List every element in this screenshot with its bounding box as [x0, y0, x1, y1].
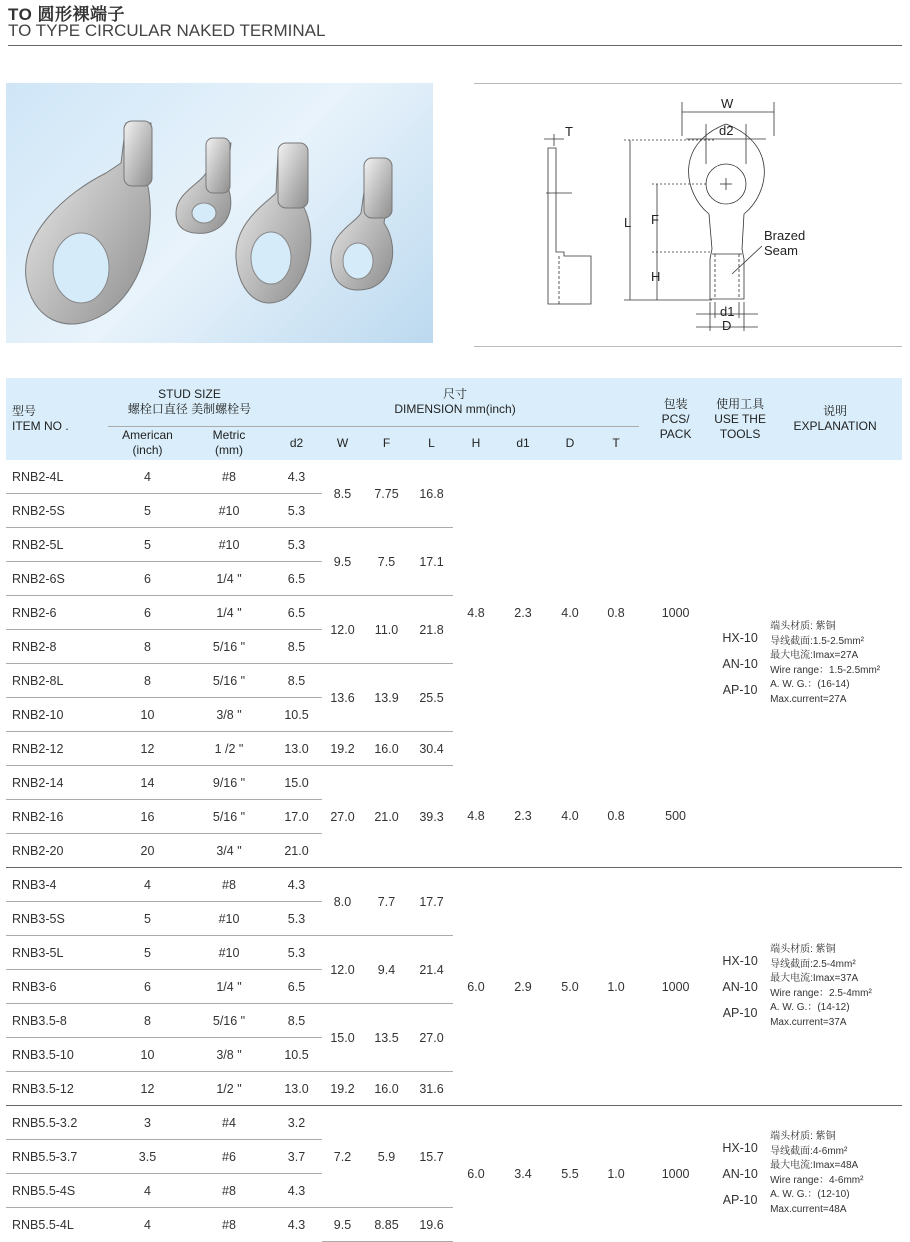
cell-american: 5: [108, 528, 187, 562]
tool-code: HX-10: [722, 630, 758, 645]
cell-item: RNB2-10: [6, 698, 108, 732]
cell-metric: #10: [187, 528, 271, 562]
cell-american: 6: [108, 596, 187, 630]
cell-l: 25.5: [410, 664, 453, 732]
cell-item: RNB3-5L: [6, 936, 108, 970]
cell-metric: #8: [187, 1174, 271, 1208]
cell-w: 15.0: [322, 1004, 363, 1072]
hdr-f: F: [363, 426, 410, 460]
cell-metric: 1/4 ": [187, 970, 271, 1004]
cell-item: RNB3.5-12: [6, 1072, 108, 1106]
cell-f: 7.5: [363, 528, 410, 596]
cell-l: 30.4: [410, 732, 453, 766]
cell-l: 27.0: [410, 1004, 453, 1072]
cell-american: 12: [108, 732, 187, 766]
explanation-line: Wire range：2.5-4mm²: [770, 987, 872, 999]
cell-metric: #4: [187, 1106, 271, 1140]
cell-metric: 3/4 ": [187, 834, 271, 868]
cell-item: RNB3-6: [6, 970, 108, 1004]
cell-item: RNB3.5-10: [6, 1038, 108, 1072]
table-row: [6, 1106, 902, 1140]
hdr-stud-cn: 螺栓口直径 美制螺栓号: [127, 401, 252, 416]
cell-d2: 3.7: [271, 1140, 322, 1174]
cell-w: 9.5: [322, 528, 363, 596]
hdr-dim-en: DIMENSION mm(inch): [394, 401, 516, 416]
cell-metric: #6: [187, 1140, 271, 1174]
tool-code: AP-10: [722, 1005, 758, 1020]
hdr-d2: d2: [271, 426, 322, 460]
cell-d2: 8.5: [271, 630, 322, 664]
cell-d2: 4.3: [271, 1174, 322, 1208]
cell-american: 16: [108, 800, 187, 834]
cell-pack: 1000: [661, 605, 690, 620]
cell-l: 21.4: [410, 936, 453, 1004]
explanation-line: A. W. G.：(12-10): [770, 1189, 850, 1201]
cell-f: 7.75: [363, 460, 410, 528]
cell-item: RNB2-5S: [6, 494, 108, 528]
tool-code: AP-10: [722, 682, 758, 697]
cell-item: RNB2-20: [6, 834, 108, 868]
cell-american: 4: [108, 1174, 187, 1208]
cell-h: 4.8: [453, 766, 499, 868]
explanation-line: 最大电流:Imax=27A: [770, 650, 859, 661]
cell-d2: 5.3: [271, 936, 322, 970]
explanation-line: 导线截面:4-6mm²: [770, 1145, 848, 1157]
cell-metric: #10: [187, 902, 271, 936]
cell-tools: [712, 868, 768, 1106]
table-row: [6, 868, 902, 902]
cell-w: 19.2: [322, 1072, 363, 1106]
cell-t: 1.0: [607, 1166, 625, 1181]
spec-table: [6, 378, 902, 1242]
cell-f: 13.9: [363, 664, 410, 732]
cell-item: RNB5.5-3.2: [6, 1106, 108, 1140]
tool-code: AN-10: [722, 979, 758, 994]
hdr-w: W: [322, 426, 363, 460]
cell-item: RNB2-8L: [6, 664, 108, 698]
cell-pack: 1000: [639, 868, 712, 1106]
cell-d2: 5.3: [271, 494, 322, 528]
cell-w: 12.0: [322, 596, 363, 664]
cell-d2: 5.3: [271, 902, 322, 936]
hdr-tools-cn: 使用工具: [716, 396, 765, 411]
cell-d2: 4.3: [287, 1217, 306, 1232]
explanation-line: Max.current=48A: [770, 1203, 847, 1215]
cell-d2: 8.5: [271, 664, 322, 698]
cell-item: RNB2-16: [6, 800, 108, 834]
cell-d2: 10.5: [271, 698, 322, 732]
cell-item: RNB3-5S: [6, 902, 108, 936]
cell-american: 5: [108, 494, 187, 528]
cell-d2: 4.3: [271, 460, 322, 494]
hdr-american-unit: (inch): [132, 443, 163, 458]
cell-american: 6: [108, 970, 187, 1004]
cell-metric: #8: [222, 1217, 236, 1232]
hdr-h: H: [453, 426, 499, 460]
cell-t: 1.0: [593, 868, 639, 1106]
cell-d2: 6.5: [271, 970, 322, 1004]
hdr-tools-en2: TOOLS: [719, 426, 761, 441]
cell-f: 9.4: [363, 936, 410, 1004]
cell-american: 14: [108, 766, 187, 800]
cell-tools: [712, 1106, 768, 1242]
cell-metric: #8: [187, 460, 271, 494]
explanation-line: 端头材质: 紫铜: [770, 621, 836, 632]
terminal-large-2: [236, 143, 311, 303]
cell-pack: 1000: [661, 1166, 690, 1181]
hdr-pack-cn: 包装: [663, 396, 688, 411]
explanation-line: 导线截面:2.5-4mm²: [770, 958, 856, 970]
cell-f: 16.0: [363, 732, 410, 766]
cell-d1: 2.3: [514, 605, 532, 620]
label-w: W: [721, 96, 734, 111]
cell-metric: 1 /2 ": [187, 732, 271, 766]
cell-metric: 3/8 ": [187, 1038, 271, 1072]
cell-f: 11.0: [363, 596, 410, 664]
cell-item: RNB3-4: [6, 868, 108, 902]
cell-item: RNB2-6S: [6, 562, 108, 596]
label-l: L: [624, 215, 632, 230]
hdr-dim-cn: 尺寸: [443, 386, 468, 401]
cell-american: 8: [108, 630, 187, 664]
cell-w: 19.2: [322, 732, 363, 766]
cell-d2: 17.0: [271, 800, 322, 834]
cell-item: RNB5.5-3.7: [6, 1140, 108, 1174]
cell-w: 8.5: [322, 460, 363, 528]
hdr-pack-en2: PACK: [659, 426, 692, 441]
cell-american: 10: [108, 698, 187, 732]
cell-american: 10: [108, 1038, 187, 1072]
cell-d1: 2.3: [499, 766, 547, 868]
cell-explanation: [768, 460, 902, 868]
cell-d: 4.0: [561, 605, 579, 620]
cell-w: 9.5: [322, 1208, 363, 1242]
hdr-metric: Metric: [212, 428, 246, 443]
cell-d1: 3.4: [514, 1166, 532, 1181]
cell-d2: 13.0: [271, 732, 322, 766]
cell-l: 15.7: [410, 1106, 453, 1208]
cell-american: 4: [144, 1217, 151, 1232]
hdr-item-cn: 型号: [12, 404, 37, 418]
cell-tools: [712, 460, 768, 868]
cell-h: 6.0: [467, 1166, 485, 1181]
hdr-d1: d1: [499, 426, 547, 460]
tool-code: AN-10: [722, 1166, 758, 1181]
cell-item: RNB2-12: [6, 732, 108, 766]
explanation-line: A. W. G.：(16-14): [770, 679, 850, 690]
cell-item: RNB2-14: [6, 766, 108, 800]
page-title-cn: TO 圆形裸端子: [8, 5, 126, 24]
hdr-item-en: ITEM NO .: [12, 419, 69, 433]
cell-metric: #10: [187, 936, 271, 970]
hdr-american: American: [122, 428, 173, 443]
cell-w: 8.0: [322, 868, 363, 936]
hdr-expl-en: EXPLANATION: [793, 419, 877, 433]
cell-d2: 21.0: [271, 834, 322, 868]
cell-d2: 5.3: [271, 528, 322, 562]
cell-d: 4.0: [547, 766, 593, 868]
cell-l: 17.1: [410, 528, 453, 596]
cell-l: 31.6: [410, 1072, 453, 1106]
cell-explanation: [768, 868, 902, 1106]
hdr-metric-unit: (mm): [215, 443, 243, 458]
cell-american: 8: [108, 1004, 187, 1038]
cell-metric: 5/16 ": [187, 664, 271, 698]
cell-item: RNB2-6: [6, 596, 108, 630]
label-f: F: [651, 212, 659, 227]
cell-t: 0.8: [607, 605, 625, 620]
cell-h: 4.8: [467, 605, 485, 620]
cell-f: 21.0: [363, 766, 410, 868]
cell-w: 27.0: [322, 766, 363, 868]
cell-american: 20: [108, 834, 187, 868]
table-row: [6, 460, 902, 494]
explanation-line: 导线截面:1.5-2.5mm²: [770, 635, 864, 647]
cell-american: 5: [108, 936, 187, 970]
label-t: T: [565, 124, 573, 139]
explanation-line: Max.current=27A: [770, 693, 847, 705]
hdr-l: L: [410, 426, 453, 460]
hdr-pack-en1: PCS/: [661, 411, 690, 426]
cell-f: 13.5: [363, 1004, 410, 1072]
cell-f: 16.0: [363, 1072, 410, 1106]
cell-american: 8: [108, 664, 187, 698]
cell-d1: 2.9: [499, 868, 547, 1106]
cell-metric: 1/4 ": [187, 562, 271, 596]
label-d2: d2: [719, 123, 734, 138]
cell-american: 12: [108, 1072, 187, 1106]
cell-american: 4: [108, 460, 187, 494]
cell-d2: 15.0: [271, 766, 322, 800]
cell-d2: 10.5: [271, 1038, 322, 1072]
terminal-small-1: [176, 138, 231, 233]
cell-metric: #8: [187, 868, 271, 902]
cell-item: RNB5.5-4S: [6, 1174, 108, 1208]
cell-l: 16.8: [410, 460, 453, 528]
page-title-en: TO TYPE CIRCULAR NAKED TERMINAL: [8, 21, 326, 40]
cell-metric: 1/4 ": [187, 596, 271, 630]
cell-american: 3.5: [108, 1140, 187, 1174]
explanation-line: 端头材质: 紫铜: [770, 944, 836, 955]
cell-l: 39.3: [410, 766, 453, 868]
cell-metric: 5/16 ": [187, 800, 271, 834]
cell-metric: 1/2 ": [187, 1072, 271, 1106]
terminal-large-1: [26, 121, 152, 324]
side-view: [544, 124, 591, 304]
cell-d: 5.5: [561, 1166, 579, 1181]
cell-american: 3: [108, 1106, 187, 1140]
tool-code: AP-10: [722, 1192, 758, 1207]
cell-h: 6.0: [453, 868, 499, 1106]
hdr-t: T: [593, 426, 639, 460]
tool-code: AN-10: [722, 656, 758, 671]
label-brazed: Brazed: [764, 228, 806, 243]
explanation-line: 最大电流:Imax=48A: [770, 1160, 859, 1172]
cell-metric: 3/8 ": [187, 698, 271, 732]
label-d: D: [722, 318, 732, 333]
cell-l: 21.8: [410, 596, 453, 664]
cell-t: 0.8: [593, 766, 639, 868]
cell-l: 19.6: [410, 1208, 453, 1242]
cell-explanation: [768, 1106, 902, 1242]
tool-code: HX-10: [722, 953, 758, 968]
product-photo: [6, 83, 433, 343]
cell-item: RNB5.5-4L: [12, 1217, 74, 1232]
cell-f: 7.7: [363, 868, 410, 936]
cell-d2: 8.5: [271, 1004, 322, 1038]
cell-metric: #10: [187, 494, 271, 528]
cell-d2: 3.2: [271, 1106, 322, 1140]
cell-l: 17.7: [410, 868, 453, 936]
cell-w: 12.0: [322, 936, 363, 1004]
cell-pack: 500: [639, 766, 712, 868]
cell-metric: 5/16 ": [187, 1004, 271, 1038]
cell-d2: 13.0: [271, 1072, 322, 1106]
front-view: [624, 96, 805, 333]
cell-item: RNB2-5L: [6, 528, 108, 562]
cell-d: 5.0: [547, 868, 593, 1106]
explanation-line: Wire range：1.5-2.5mm²: [770, 664, 881, 676]
hdr-stud-en: STUD SIZE: [158, 386, 221, 401]
tool-code: HX-10: [722, 1140, 758, 1155]
hdr-d: D: [547, 426, 593, 460]
label-h: H: [651, 269, 661, 284]
cell-american: 6: [108, 562, 187, 596]
hdr-tools-en1: USE THE: [714, 411, 766, 426]
cell-american: 4: [108, 868, 187, 902]
explanation-line: 最大电流:Imax=37A: [770, 973, 859, 984]
explanation-line: A. W. G.：(14-12): [770, 1002, 850, 1013]
cell-w: 13.6: [322, 664, 363, 732]
cell-american: 5: [108, 902, 187, 936]
cell-metric: 9/16 ": [187, 766, 271, 800]
title-divider: [8, 45, 902, 46]
cell-item: RNB3.5-8: [6, 1004, 108, 1038]
cell-d2: 4.3: [271, 868, 322, 902]
cell-f: 5.9: [363, 1106, 410, 1208]
cell-f: 8.85: [363, 1208, 410, 1242]
hdr-expl-cn: 说明: [823, 404, 848, 418]
cell-w: 7.2: [322, 1106, 363, 1208]
explanation-line: 端头材质: 紫铜: [770, 1131, 836, 1143]
cell-item: RNB2-8: [6, 630, 108, 664]
cell-d2: 6.5: [271, 562, 322, 596]
label-seam: Seam: [764, 243, 798, 258]
cell-item: RNB2-4L: [6, 460, 108, 494]
cell-metric: 5/16 ": [187, 630, 271, 664]
dimension-diagram: [474, 83, 902, 347]
terminal-medium-1: [331, 158, 393, 290]
cell-d2: 6.5: [271, 596, 322, 630]
explanation-line: Max.current=37A: [770, 1016, 847, 1028]
explanation-line: Wire range：4-6mm²: [770, 1174, 864, 1186]
label-d1: d1: [720, 304, 735, 319]
